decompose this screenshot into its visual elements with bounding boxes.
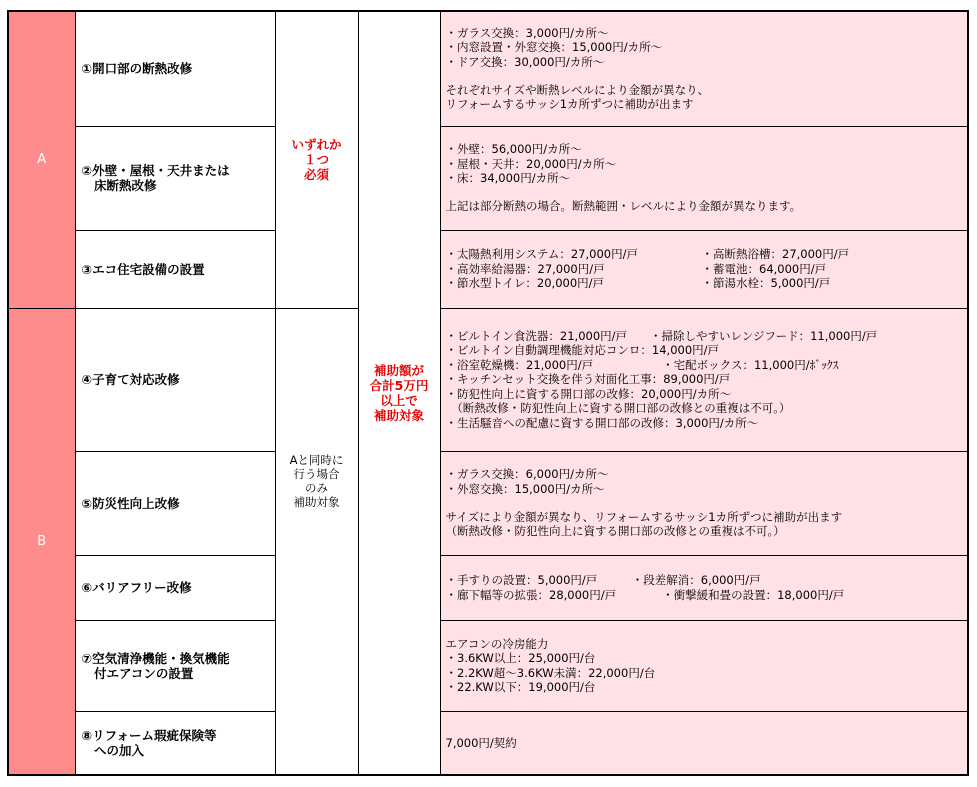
detail-cell [440,620,968,711]
table-row [8,451,968,555]
detail-line: ・ビルトイン食洗器：21,000円/戸 ・掃除しやすいレンジフード：11,000円/戸 [445,329,878,344]
item-name: ⑤防災性向上改修 [81,495,180,511]
item-cell [75,711,275,775]
detail-note: それぞれサイズや断熱レベルにより金額が異なり、 [445,82,710,97]
item-name: ④子育て対応改修 [81,372,180,387]
detail-line: ・屋根・天井：20,000円/カ所～ [445,156,617,171]
table-row [8,11,968,126]
detail-line: ・ビルトイン自動調理機能対応コンロ：14,000円/戸 [445,343,720,358]
subsidy-table [7,10,969,776]
detail-line: ・内窓設置・外窓交換：15,000円/カ所～ [445,40,663,55]
detail-line: ・太陽熱利用システム：27,000円/戸 [445,247,638,262]
detail-note: （断熱改修・防犯性向上に資する開口部の改修との重複は不可。） [445,524,785,539]
detail-line: ・3.6KW以上：25,000円/台 [445,651,596,666]
detail-line: ・外壁：56,000円/カ所～ [445,142,582,157]
detail-note: 上記は部分断熱の場合。断熱範囲・レベルにより金額が異なります。 [445,199,802,214]
detail-line: ・廊下幅等の拡張：28,000円/戸 ・衝撃緩和畳の設置：18,000円/戸 [445,587,845,602]
item-cell [75,620,275,711]
table-row [8,126,968,230]
detail-line: ・蓄電池：64,000円/戸 [701,261,827,276]
item-cell [75,126,275,230]
item-cell [75,308,275,451]
detail-cell [440,230,968,308]
detail-line: 7,000円/契約 [445,735,517,750]
detail-line: ・22.KW以下：19,000円/台 [445,679,596,694]
requirement-b-spacer [275,308,358,451]
detail-cell [440,555,968,620]
item-name: ③エコ住宅設備の設置 [81,261,205,277]
item-cell [75,230,275,308]
detail-cell [440,11,968,126]
item-cell [75,11,275,126]
item-name: ⑥バリアフリー改修 [81,580,192,595]
detail-note: サイズにより金額が異なり、リフォームするサッシ1カ所ずつに補助が出ます [445,510,843,524]
detail-line: ・ドア交換：30,000円/カ所～ [445,54,605,69]
detail-line: ・節水型トイレ：20,000円/戸 [445,276,605,291]
category-b-cell [8,308,75,775]
detail-line: ・節湯水栓：5,000円/戸 [701,276,831,291]
detail-line: ・ガラス交換：3,000円/カ所～ [445,25,609,40]
detail-line: ・キッチンセット交換を伴う対面化工事：89,000円/戸 [445,372,731,387]
detail-line: ・高断熱浴槽：27,000円/戸 [701,247,850,262]
table-row [8,308,968,451]
detail-line: ・浴室乾燥機：21,000円/戸 ・宅配ボックス：11,000円/ﾎﾞｯｸｽ [445,357,839,372]
detail-line: （断熱改修・防犯性向上に資する開口部の改修との重複は不可。） [445,401,791,416]
detail-line: ・床：34,000円/カ所～ [445,171,571,185]
category-a-cell [8,11,75,308]
item-name: ⑦空気清浄機能・換気機能 付エアコンの設置 [81,650,230,681]
detail-line: ・手すりの設置：5,000円/戸 ・段差解消：6,000円/戸 [445,573,761,588]
detail-line: ・防犯性向上に資する開口部の改修：20,000円/カ所～ [445,386,732,401]
detail-line: ・外窓交換：15,000円/カ所～ [445,481,605,496]
item-name: ②外壁・屋根・天井または 床断熱改修 [81,163,230,193]
detail-line: ・ガラス交換：6,000円/カ所～ [445,467,609,482]
detail-line: ・2.2KW超～3.6KW未満：22,000円/台 [445,665,656,680]
detail-note: リフォームするサッシ1カ所ずつに補助が出ます [445,97,694,112]
category-a-label: A [37,152,47,168]
item-cell [75,555,275,620]
detail-line: エアコンの冷房能力 [445,636,549,651]
total-requirement-note: 補助額が 合計5万円 以上で 補助対象 [358,11,440,775]
detail-cell [440,451,968,555]
item-name: ①開口部の断熱改修 [81,61,193,77]
table-row [8,555,968,620]
item-cell [75,451,275,555]
category-b-label: B [37,533,47,549]
detail-cell [440,308,968,451]
detail-cell [440,711,968,775]
table-row [8,711,968,775]
detail-line: ・高効率給湯器：27,000円/戸 [445,261,605,276]
item-name: ⑧リフォーム瑕疵保険等 への加入 [81,727,217,758]
detail-cell [440,126,968,230]
detail-line: ・生活騒音への配慮に資する開口部の改修：3,000円/カ所～ [445,415,759,430]
table-row [8,620,968,711]
requirement-b-note: Aと同時に 行う場合 のみ 補助対象 [275,451,358,775]
requirement-a-note: いずれか １つ 必須 [275,11,358,308]
table-row [8,230,968,308]
